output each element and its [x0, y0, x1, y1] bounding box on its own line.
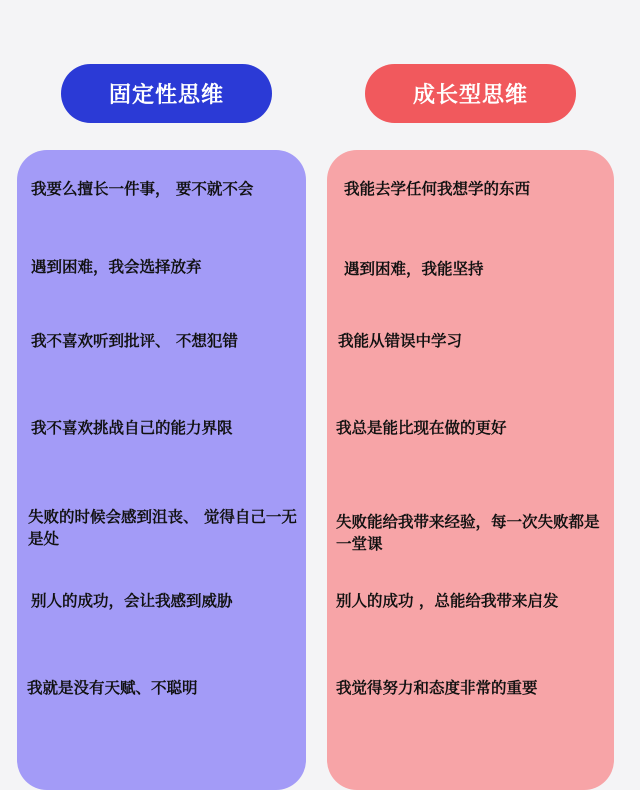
growth-item: 我觉得努力和态度非常的重要 [336, 679, 538, 697]
fixed-item: 我不喜欢挑战自己的能力界限 [31, 419, 233, 437]
fixed-item: 失败的时候会感到沮丧、 觉得自己一无是处 [28, 508, 297, 548]
growth-item: 我能去学任何我想学的东西 [344, 180, 531, 198]
growth-item: 遇到困难，我能坚持 [344, 260, 484, 278]
fixed-item: 我就是没有天赋、不聪明 [27, 679, 198, 697]
fixed-item: 别人的成功，会让我感到威胁 [31, 592, 233, 610]
growth-item: 失败能给我带来经验，每一次失败都是一堂课 [336, 513, 600, 553]
fixed-item: 遇到困难，我会选择放弃 [31, 258, 202, 276]
growth-item: 我总是能比现在做的更好 [336, 419, 507, 437]
fixed-item: 我要么擅长一件事， 要不就不会 [31, 180, 254, 198]
growth-item: 别人的成功 ，总能给我带来启发 [336, 592, 559, 610]
growth-mindset-title: 成长型思维 [365, 64, 576, 123]
fixed-mindset-title: 固定性思维 [61, 64, 272, 123]
growth-item: 我能从错误中学习 [338, 332, 463, 350]
fixed-item: 我不喜欢听到批评、 不想犯错 [31, 332, 238, 350]
